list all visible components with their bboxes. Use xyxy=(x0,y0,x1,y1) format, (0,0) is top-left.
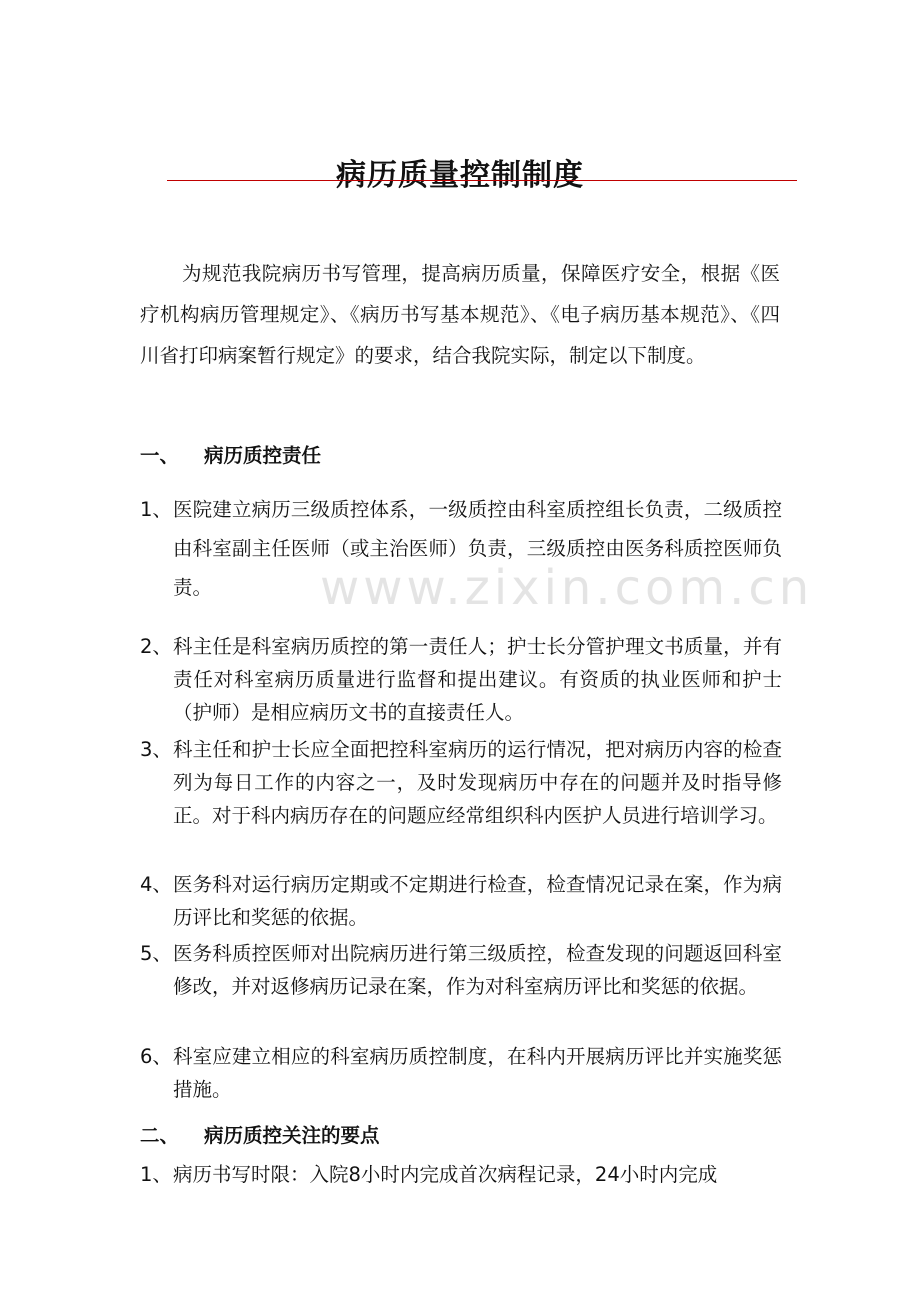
watermark-text: www.zixin.com.cn xyxy=(320,560,814,616)
item-text: 病历书写时限：入院8小时内完成首次病程记录，24小时内完成 xyxy=(173,1163,718,1186)
item-number: 1、 xyxy=(140,1163,172,1186)
list-item xyxy=(140,868,782,934)
item-text: 科室应建立相应的科室病历质控制度，在科内开展病历评比并实施奖惩措施。 xyxy=(173,1045,782,1101)
section-heading xyxy=(140,1120,380,1148)
item-number: 2、 xyxy=(140,635,172,658)
item-number: 6、 xyxy=(140,1045,172,1068)
list-item xyxy=(140,630,782,729)
item-text: 医务科质控医师对出院病历进行第三级质控，检查发现的问题返回科室修改，并对返修病历记录在案，作为对科室病历评比和奖惩的依据。 xyxy=(173,942,782,998)
item-text: 医务科对运行病历定期或不定期进行检查，检查情况记录在案，作为病历评比和奖惩的依据。 xyxy=(173,873,782,929)
item-number: 5、 xyxy=(140,942,172,965)
section-title: 病历质控责任 xyxy=(204,444,322,467)
item-text: 科主任和护士长应全面把控科室病历的运行情况，把对病历内容的检查列为每日工作的内容之一，及时发现病历中存在的问题并及时指导修正。对于科内病历存在的问题应经常组织科内医护人员进行培训学习。 xyxy=(173,738,782,827)
intro-paragraph: 为规范我院病历书写管理，提高病历质量，保障医疗安全，根据《医疗机构病历管理规定》、《病历书写基本规范》、《电子病历基本规范》、《四川省打印病案暂行规定》的要求，结合我院实际，制定以下制度。 xyxy=(140,262,780,367)
title-underline xyxy=(167,180,797,181)
item-number: 4、 xyxy=(140,873,172,896)
list-item xyxy=(140,1158,782,1191)
section-heading xyxy=(140,440,321,468)
section-title: 病历质控关注的要点 xyxy=(204,1124,380,1147)
list-item xyxy=(140,490,782,607)
list-item xyxy=(140,1040,782,1106)
section-number: 一、 xyxy=(140,444,180,467)
list-item xyxy=(140,733,782,832)
item-number: 3、 xyxy=(140,738,172,761)
list-item xyxy=(140,937,782,1003)
item-number: 1、 xyxy=(140,498,172,521)
item-text: 科主任是科室病历质控的第一责任人；护士长分管护理文书质量，并有责任对科室病历质量进行监督和提出建议。有资质的执业医师和护士（护师）是相应病历文书的直接责任人。 xyxy=(173,635,782,724)
document-title: 病历质量控制制度 xyxy=(336,158,584,193)
section-number: 二、 xyxy=(140,1124,180,1147)
title-block xyxy=(0,150,920,194)
item-text: 医院建立病历三级质控体系，一级质控由科室质控组长负责，二级质控由科室副主任医师（或主治医师）负责，三级质控由医务科质控医师负责。 xyxy=(173,498,782,599)
